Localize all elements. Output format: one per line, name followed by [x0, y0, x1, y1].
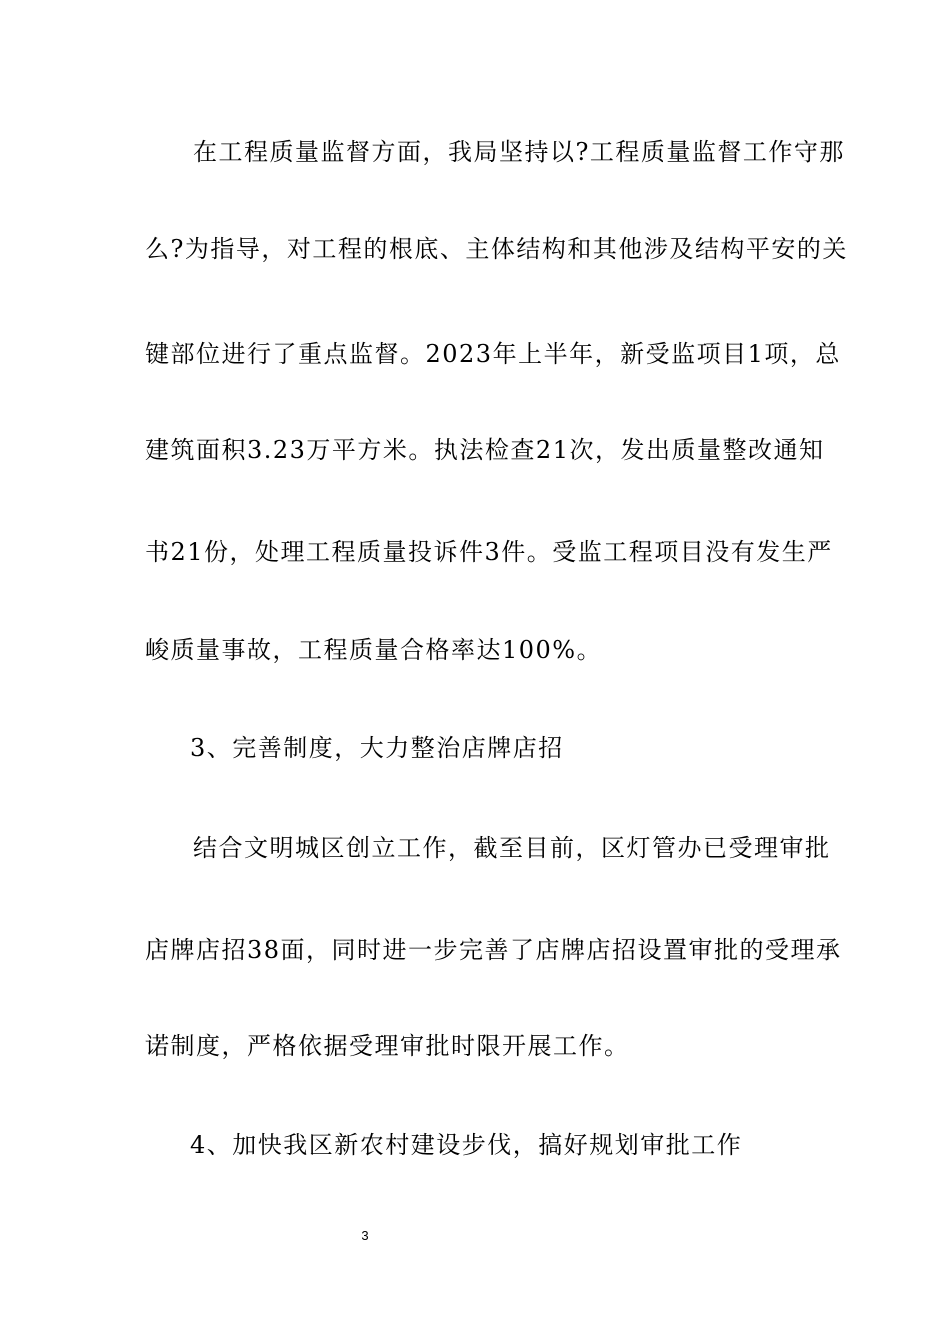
section-heading: 4、加快我区新农村建设步伐，搞好规划审批工作 [190, 1131, 743, 1159]
paragraph-line: 么?为指导，对工程的根底、主体结构和其他涉及结构平安的关 [145, 235, 848, 263]
page-number: 3 [361, 1228, 369, 1243]
paragraph-line: 峻质量事故，工程质量合格率达100%。 [145, 636, 603, 664]
paragraph-line: 诺制度，严格依据受理审批时限开展工作。 [145, 1032, 630, 1060]
paragraph-line: 在工程质量监督方面，我局坚持以?工程质量监督工作守那 [193, 138, 845, 166]
paragraph-line: 书21份，处理工程质量投诉件3件。受监工程项目没有发生严 [145, 538, 833, 566]
section-heading: 3、完善制度，大力整治店牌店招 [190, 734, 564, 762]
paragraph-line: 键部位进行了重点监督。2023年上半年，新受监项目1项，总 [145, 340, 841, 368]
paragraph-line: 建筑面积3.23万平方米。执法检查21次，发出质量整改通知 [145, 436, 825, 464]
paragraph-line: 店牌店招38面，同时进一步完善了店牌店招设置审批的受理承 [145, 936, 842, 964]
paragraph-line: 结合文明城区创立工作，截至目前，区灯管办已受理审批 [193, 834, 831, 862]
